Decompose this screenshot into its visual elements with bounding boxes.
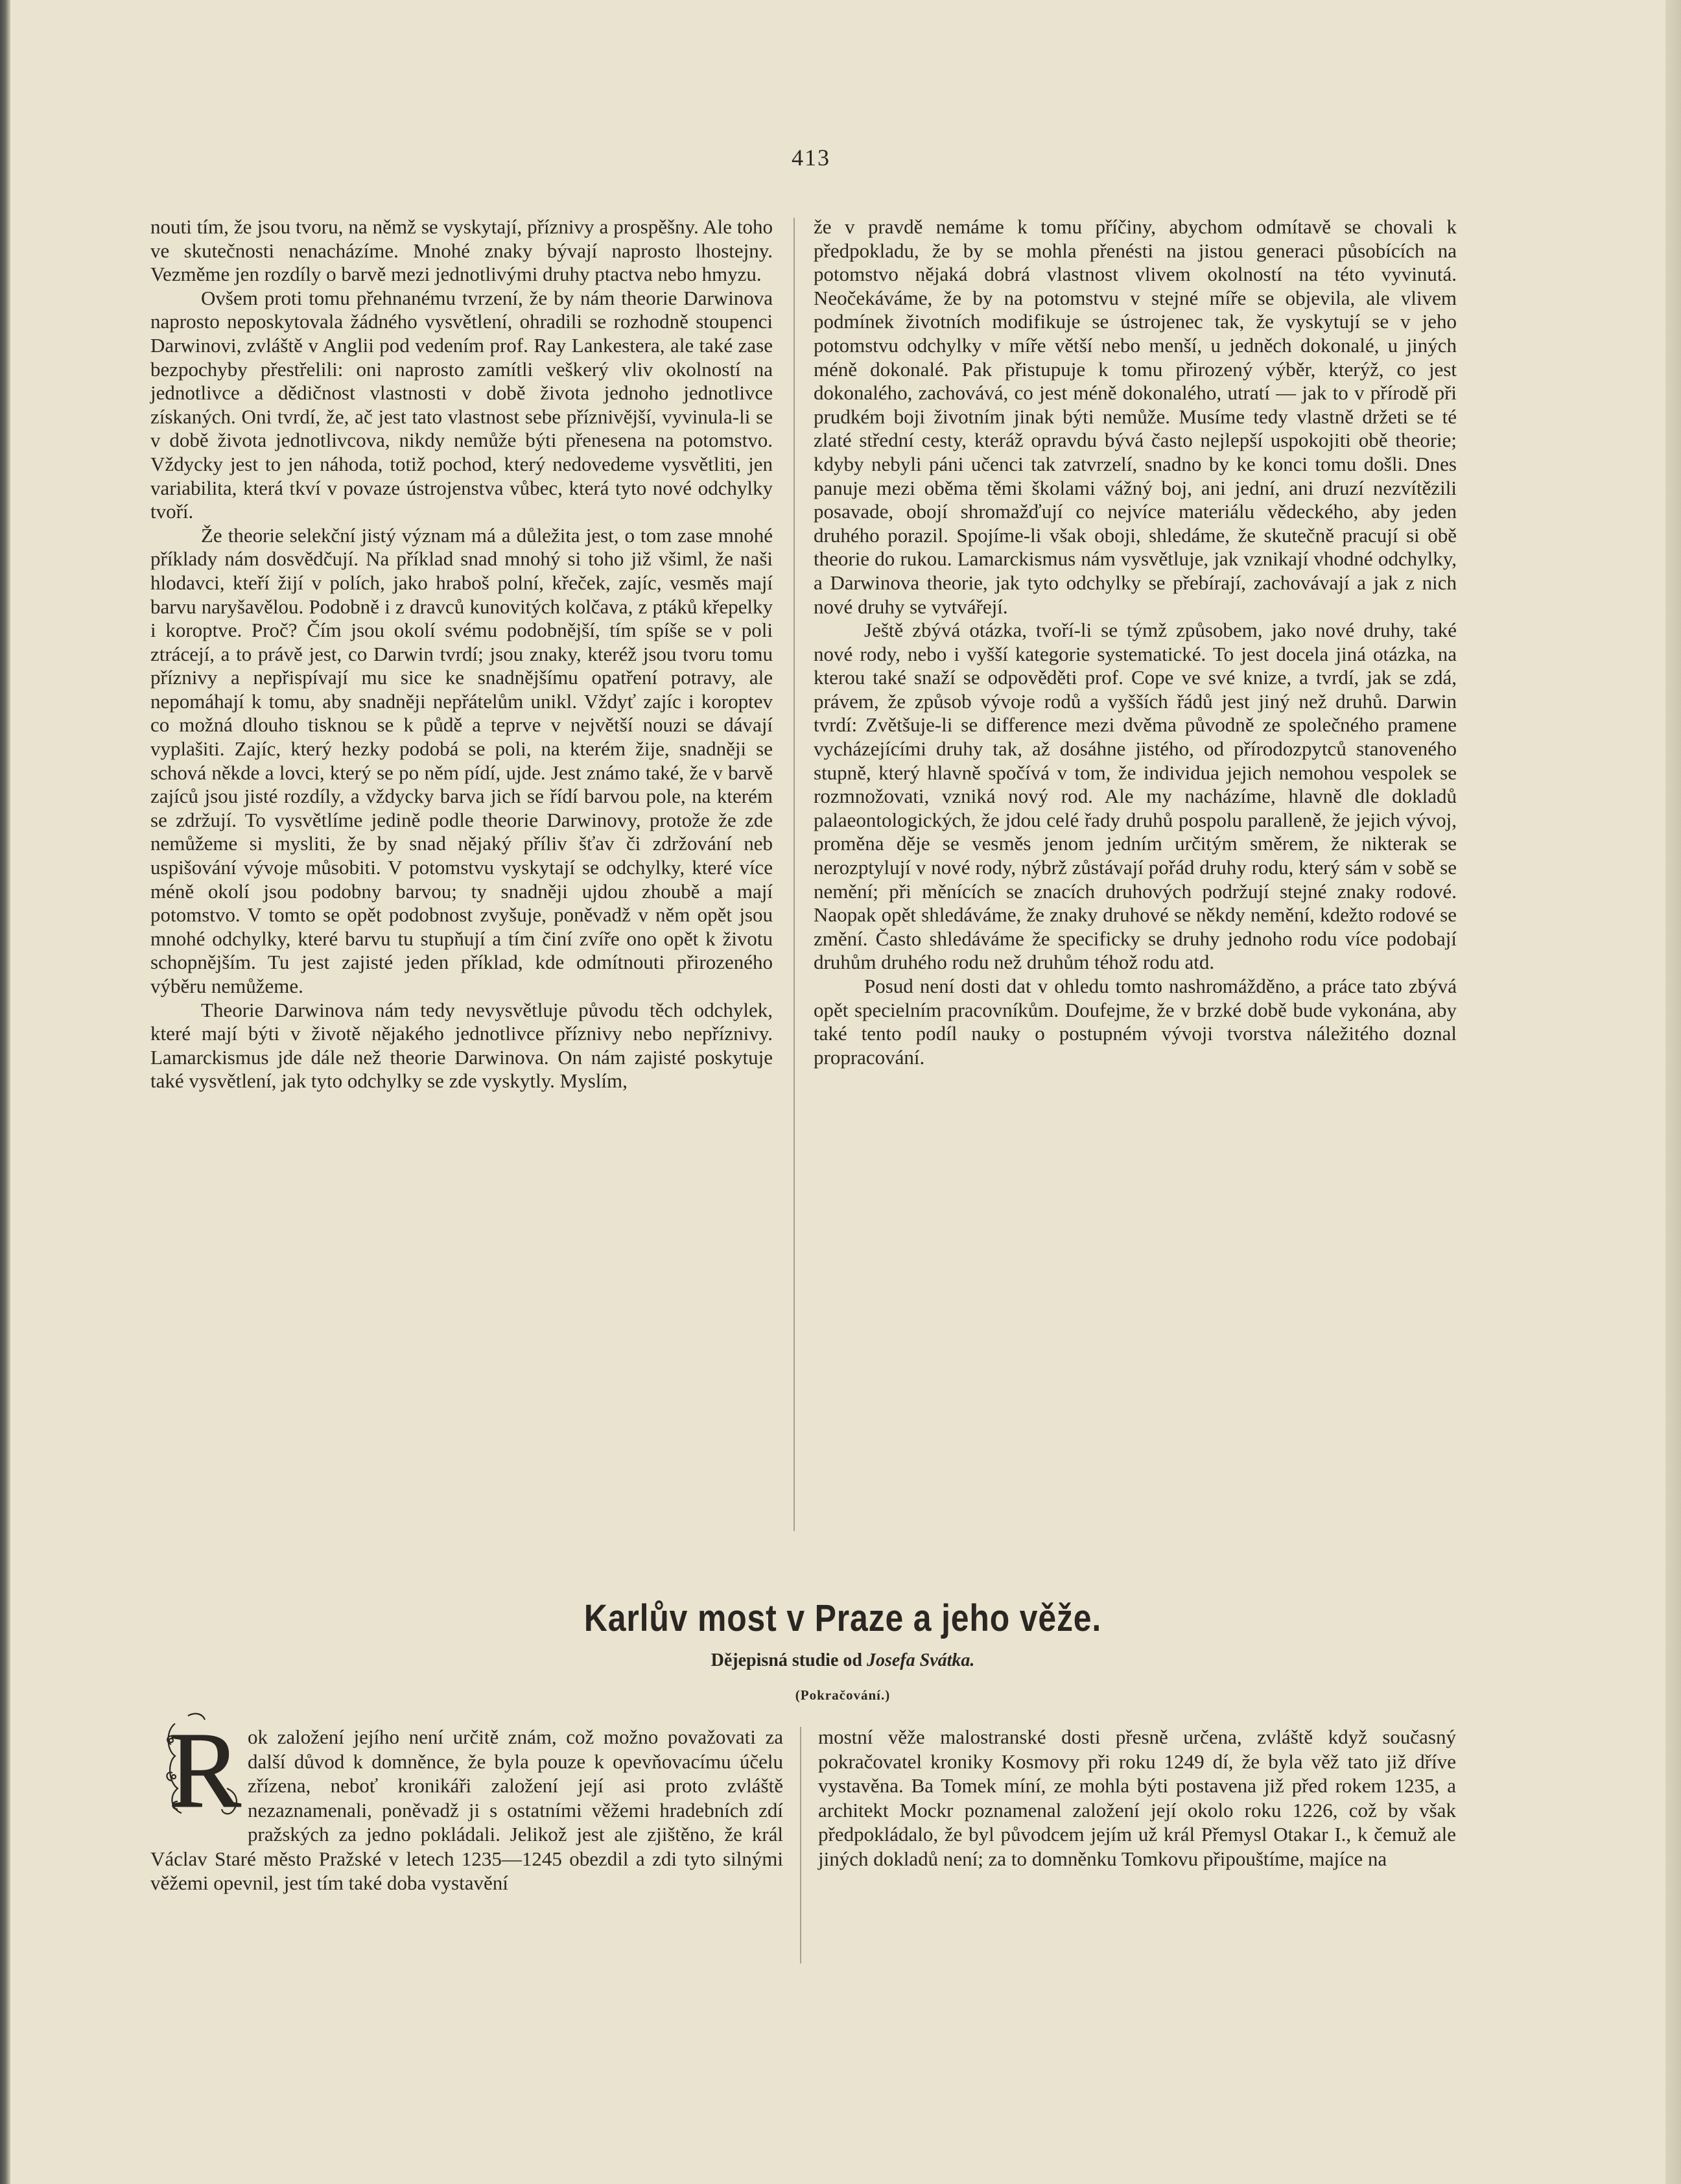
left-column — [150, 215, 773, 1093]
article-title: Karlův most v Praze a jeho věže. — [583, 1597, 1102, 1639]
initial-letter: R — [168, 1711, 242, 1818]
page-edge — [1665, 0, 1681, 2184]
column-divider — [793, 218, 795, 1531]
article-left-column — [150, 1725, 783, 1895]
paragraph: Ovšem proti tomu přehnanému tvrzení, že by nám theorie Darwinova naprosto neposkytovala žádného vysvětlení, ohradili se rozhodně stoupenci Darwinovi, zvláště v Anglii pod vedením prof. Ray Lankestera, ale také zase bezpochyby přestřelili: oni naprosto zamítli veškerý vliv okolností na jednotlivce a dědičnost vlastnosti v době života jednoho jednotlivce získaných. Oni tvrdí, že, ač jest tato vlastnost sebe příznivější, vyvinula-li se v době života jednotlivcova, nikdy nemůže býti přenesena na potomstvo. Vždycky jest to jen náhoda, totiž pochod, který nedovedeme vysvětliti, jen variabilita, která tkví v povaze ústrojenstva vůbec, která tyto nové odchylky tvoří. — [150, 286, 773, 523]
paragraph: Theorie Darwinova nám tedy nevysvětluje původu těch odchylek, které mají býti v životě nějakého jednotlivce příznivy nebo nepříznivy. Lamarckismus jde dále než theorie Darwinova. On nám zajisté poskytuje také vysvětlení, jak tyto odchylky se zde vyskytly. Myslím, — [150, 998, 773, 1093]
article-subtitle — [519, 1650, 1167, 1671]
subtitle-prefix: Dějepisná studie od — [711, 1650, 862, 1670]
page-number: 413 — [792, 145, 830, 171]
paragraph: nouti tím, že jsou tvoru, na němž se vyskytají, příznivy a prospěšny. Ale toho ve skutečnosti nenacházíme. Mnohé znaky bývají naprosto lhostejny. Vezměme jen rozdíly o barvě mezi jednotlivými druhy ptactva nebo hmyzu. — [150, 215, 773, 286]
paragraph: že v pravdě nemáme k tomu příčiny, abychom odmítavě se chovali k předpokladu, že by se mohla přenésti na jistou generaci působících na potomstvo nějaká dobrá vlastnost vlivem okolností na této vyvinutá. Neočekáváme, že by na potomstvu v stejné míře se objevila, ale vlivem podmínek životních modifikuje se ústrojenec tak, že vyskytují se v jeho potomstvu odchylky v míře větší nebo menší, u jedněch dokonalé, u jiných méně dokonalé. Pak přistupuje k tomu přirozený výběr, kterýž, co jest dokonalého, zachovává, co jest méně dokonalého, utratí — jak to v přírodě při prudkém boji životním jinak býti nemůže. Musíme tedy vlastně držeti se té zlaté střední cesty, kteráž opravdu bývá často nejlepší uspokojiti obě theorie; kdyby nebyli páni učenci tak zatvrzelí, snadno by ke konci tomu došli. Dnes panuje mezi oběma těmi školami vážný boj, ani jední, ani druzí nezvítězili posavade, obojí shromažďují co nejvíce materiálu vědeckého, aby jeden druhého porazil. Spojíme-li však oboji, shledáme, že skutečně pracují si obě theorie do rukou. Lamarckismus nám vysvětluje, jak vznikají vhodné odchylky, a Darwinova theorie, jak tyto odchylky se přebírají, zachovávají a jak z nich nové druhy se vytvářejí. — [814, 215, 1457, 618]
paragraph: Ještě zbývá otázka, tvoří-li se týmž způsobem, jako nové druhy, také nové rody, nebo i vyšší kategorie systematické. To jest docela jiná otázka, na kterou také snaží se odpověděti prof. Cope ve své knize, a tvrdí, jak se zdá, právem, že způsob vývoje rodů a vyšších řádů jest jiný než druhů. Darwin tvrdí: Zvětšuje-li se difference mezi dvěma původně ze společného pramene vycházejícími druhy tak, až dosáhne jistého, od přírodozpytců stanoveného stupně, který hlavně spočívá v tom, že individua jejich nemohou vespolek se rozmnožovati, vzniká nový rod. Ale my nacházíme, hlavně dle dokladů palaeontologických, že jdou celé řady druhů pospolu paralleně, že jejich vývoj, proměna děje se vesměs jenom jedním určitým směrem, že nikterak se nerozptylují v nové rody, nýbrž zůstávají pořád druhy rodu, který sám v sobě se nemění; při měnících se znacích druhových podržují stejné znaky rodové. Naopak opět shledáváme, že znaky druhové se někdy nemění, kdežto rodové se změní. Často shledáváme že specificky se druhy jednoho rodu více podobají druhům druhého rodu než druhům téhož rodu atd. — [814, 619, 1457, 974]
paragraph: mostní věže malostranské dosti přesně určena, zvláště když současný pokračovatel kroniky Kosmovy při roku 1249 dí, že byla věž tato již dříve vystavěna. Ba Tomek míní, ze mohla býti postavena již před rokem 1235, a architekt Mockr poznamenal založení její okolo roku 1226, což by však předpokládalo, že byl původcem jejím už král Přemysl Otakar I., k čemuž ale jiných dokladů není; za to domněnku Tomkovu připouštíme, majíce na — [818, 1726, 1456, 1870]
initial-wrap-space — [150, 1725, 248, 1839]
author-name: Josefa Svátka. — [866, 1650, 975, 1670]
right-column — [814, 215, 1457, 1069]
paragraph: Že theorie selekční jistý význam má a důležita jest, o tom zase mnohé příklady nám dosvědčují. Na příklad snad mnohý si toho již všiml, že naši hlodavci, kteří žijí v polích, jako hraboš polní, křeček, zajíc, vesměs mají barvu naryšavělou. Podobně i z dravců kunovitých kolčava, z ptáků křepelky i koroptve. Proč? Čím jsou okolí svému podobnější, tím spíše se v poli ztrácejí, a to právě jest, co Darwin tvrdí; jsou znaky, kteréž jsou tvoru tomu příznivy a nepřispívají mu sice ke snadnějšímu opatření potravy, ale nepomáhají k tomu, aby snadněji nepřátelům unikl. Vždyť zajíc i koroptev co možná dlouho tisknou se k půdě a teprve v největší nouzi se dávají vyplašiti. Zajíc, který hezky podobá se poli, na kterém žije, snadněji se schová někde a lovci, který se po něm pídí, ujde. Jest známo také, že v barvě zajíců jsou jisté rozdíly, a vždycky barva jich se řídí barvou pole, na kterém se zdržují. To vysvětlíme jedině podle theorie Darwinovy, protože že zde nemůžeme si mysliti, že by snad nějaký příliv šťav či zdržování neb uspišování vývoje můsobiti. V potomstvu vyskytají se odchylky, které více méně okolí jsou podobny barvou; ty snadněji ujdou zhoubě a mají potomstvo. V tomto se opět podobnost zvyšuje, poněvadž v něm opět jsou mnohé odchylky, které barvu tu stupňují a tím činí zvíře ono opět k životu schopnějším. Tu jest zajisté jeden příklad, kde odmítnouti přirozeného výběru nemůžeme. — [150, 523, 773, 997]
article-right-column — [818, 1725, 1456, 1871]
column-divider — [800, 1727, 801, 1964]
binding-edge — [0, 0, 10, 2184]
paragraph: Posud není dosti dat v ohledu tomto nashromážděno, a práce tato zbývá opět specielním pracovníkům. Doufejme, že v brzké době bude vykonána, aby také tento podíl nauky o postupném vývoji tvorstva náležitého doznal propracování. — [814, 975, 1457, 1069]
paragraph: ok založení jejího není určitě znám, což možno považovati za další důvod k domněnce, že byla pouze k opevňovacímu účelu zřízena, neboť kronikáři založení její asi proto zvláště nezaznamenali, poněvadž ji s ostatními věžemi hradebních zdí pražských za jedno pokládali. Jelikož jest ale zjištěno, že král Václav Staré město Pražské v letech 1235—1245 obezdil a zdi tyto silnými věžemi opevnil, jest tím také doba vystavění — [150, 1726, 783, 1894]
continued-note: (Pokračování.) — [795, 1687, 891, 1703]
